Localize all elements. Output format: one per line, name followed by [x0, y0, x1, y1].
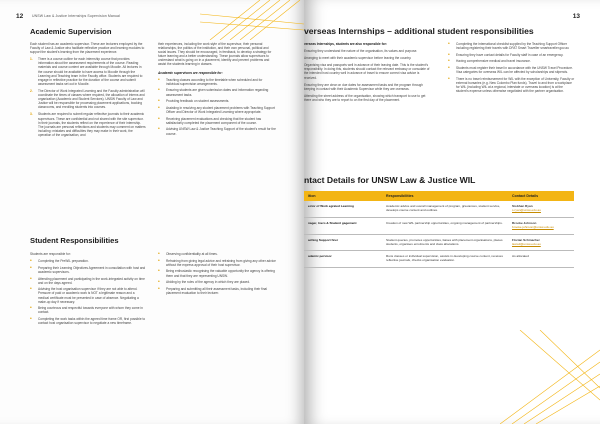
overseas-col-1: [304, 42, 430, 105]
responsibility-cell: Creation of new WIL partnership opportunities, ongoing management of partnerships.: [382, 217, 508, 234]
table-row: [304, 217, 574, 234]
position-cell: ector of Work egrated Learning: [304, 201, 382, 217]
running-header: UNSW Law & Justice Internships Supervision Manual: [32, 14, 120, 18]
list-item: • Ensuring students are given submission dates and information regarding assessment tasks.: [158, 87, 269, 97]
list-item: • Receiving placement evaluations and checking that the student has satisfactorily completed the placement component of the course.: [158, 115, 262, 125]
list-item: • Preparing and submitting all their assessment tasks, including their final placement evaluation to their lecturer.: [158, 285, 267, 296]
contact-cell: Florian Schmacher lawwil@unsw.edu.au: [508, 234, 574, 251]
responsibility-cell: Student queries, promotes opportunities, liaises with placement organisations, places students, organises enrolments and class allocations.: [382, 234, 508, 251]
position-cell: nager, tners & Student gagement: [304, 217, 382, 234]
contact-cell: As allocated: [508, 251, 574, 268]
list-item: • Assisting in resolving any student placement problems with Teaching Support Officer and Director of Work Integrated Learning where appropriate.: [158, 104, 275, 114]
list-item: • Being enthusiastic recognising the valuable opportunity the agency is offering them and that they are representing UNSW.: [158, 268, 275, 278]
overseas-para: Arranging to meet with their academic supervisor before leaving the country.: [304, 56, 412, 61]
list-item: • Completing the work tasks within the agreed time frame OR, first possible to contact host organisation supervisor to negotiate a new timeframe.: [30, 316, 146, 326]
overseas-lead: verseas Internships, students are also responsible for:: [304, 42, 387, 46]
list-item: 3. Students are required to submit regular reflective journals to their academic supervisors. These are confidential and not shared with the site supervisor. In their journals, the students reflect on the experience of their internship. The journals are personal reflections and students may comment on matters including: mistakes and difficulties they may make in their work, the operation of the organisation, and: [30, 112, 146, 137]
email-link[interactable]: s.ryan@unsw.edu.au: [512, 207, 541, 212]
list-item: • Advising the host organisation supervisor if they are not able to attend. Pressure of paid or academic work is NOT a legitimate reason and a medical certificate must be presented in case of absence. Negotiating a make-up day if necessary.: [30, 286, 139, 304]
student-col-2: [158, 252, 276, 298]
contact-cell: Siobhan Ryan s.ryan@unsw.edu.au: [508, 201, 574, 217]
student-responsibilities-heading: Student Responsibilities: [30, 236, 119, 245]
overseas-col-2: [448, 42, 576, 96]
list-item: • Teaching classes according to the timetable when scheduled and for individual supervision arrangements.: [158, 76, 263, 86]
list-item: • There is no travel reimbursement for WIL with the exception of University, Faculty or external bursaries (e.g. New Colombo Plan funds). Travel to and from a workplace for WIL (including WIL at a regional, interstate or overseas location) is at the student's expense unless otherwise negotiated with the partner organisation.: [448, 75, 575, 94]
academic-continued: their experiences, including the work style of the supervisor, their personal relationships, the politics of the institution, and their own personal, political and social issues. They should be encouraged, in feedback, to develop a strategy for future learning and a better understanding. These journals allow supervisors to understand what is going on in a placement, identify and prevent problems and assist the students learning in classes.: [158, 42, 272, 67]
right-page: [304, 0, 600, 424]
academic-col-1: [30, 42, 146, 140]
list-item: • Providing feedback on student assessments.: [158, 98, 230, 105]
list-item: • Attending placement and participating in the work-integrated activity on time and on the days agreed.: [30, 275, 145, 285]
column-header: ition: [304, 191, 382, 201]
student-col-1: [30, 252, 146, 328]
list-item: • Students must register their travel in accordance with the UNSW Travel Procedure. Visa categories for overseas WIL can be affected by scholarships and stipends.: [448, 65, 573, 75]
responsibility-cell: Runs classes or individual supervision, assists in developing course content, receives reflective journals, checks organisation evaluation.: [382, 251, 508, 268]
overseas-para: Ensuring they are clear on due dates for assessment tasks and the program through keeping in contact with their Academic Supervisor while they are overseas.: [304, 82, 423, 91]
academic-responsible-heading: Academic supervisors are responsible for:: [158, 70, 223, 75]
contact-details-heading: ntact Details for UNSW Law & Justice WIL: [304, 175, 476, 185]
student-list-2: [158, 252, 276, 295]
contact-table: [304, 191, 574, 268]
list-item: • Abiding by the rules of the agency in which they are placed.: [158, 279, 250, 286]
column-header: Contact Details: [508, 191, 574, 201]
academic-numbered-list: [30, 57, 146, 137]
list-item: • Completing the international checklist supplied by the Teaching Support Officer including registering their travels with DFAT Smart Traveller smartraveller.gov.au: [448, 41, 569, 51]
list-item: • Refraining from giving legal advice and refraining from giving any other advice without the express approval of their host supervisor.: [158, 257, 276, 267]
academic-intro: Each student has an academic supervisor. These are lecturers employed by the Faculty of Law & Justice who facilitate reflective practice and learning modules to support the student's learning from the placement experience.: [30, 42, 145, 55]
list-item: • Completing the PreWIL preparation.: [30, 258, 89, 265]
student-lead: Students are responsible for:: [30, 252, 71, 256]
overseas-para: Attending the street address of the organisation, showing which transport to use to get there and who they are to report to on the first day of the placement.: [304, 93, 426, 102]
overseas-para: Ensuring they understand the nature of the organisation, its values and purpose.: [304, 49, 418, 54]
list-item: 2. The Director of Work Integrated Learning and the Faculty administration will coordinate the times of classes where required, the allocation of interns and organization (Academic and Student Services). UNSW Faculty of Law and Justice will be responsible for processing placement applications, booking classrooms, and enrolling students into courses.: [30, 88, 145, 110]
position-cell: ademic pervisor: [304, 251, 382, 268]
table-row: [304, 201, 574, 217]
table-row: [304, 234, 574, 251]
list-item: • Observing confidentiality at all times.: [158, 251, 218, 257]
position-cell: aching Support ficer: [304, 234, 382, 251]
contact-cell: Brooke Johnson brooke.johnson@unsw.edu.au: [508, 217, 574, 234]
list-item: • Having comprehensive medical and travel insurance.: [448, 58, 531, 65]
column-header: Responsibilities: [382, 191, 508, 201]
academic-supervision-heading: Academic Supervision: [30, 27, 112, 36]
academic-col-2: [158, 42, 276, 138]
student-list-1: [30, 259, 146, 325]
table-row: [304, 251, 574, 268]
page-number-left: 12: [16, 13, 24, 20]
email-link[interactable]: lawwil@unsw.edu.au: [512, 241, 541, 246]
list-item: • Preparing their Learning Objectives Agreement in consultation with host and academic supervisors.: [30, 264, 146, 274]
overseas-heading: verseas Internships – additional student responsibilities: [304, 26, 534, 36]
list-item: 1. There is a course outline for each internship course that provides information about the assessment requirements of the course. Reading materials and course content are available through Moodle. All lectures in the course should be available to have access to Moodle through the Learning and Teaching team in the Faculty office. Students are required to engage in reflective practice for the duration of the course and submit assessment tasks set out in Moodle.: [30, 57, 143, 86]
page-number-right: 13: [572, 13, 580, 20]
responsibility-cell: Academic advice and overall management of program, grievances, student service, develops course content and outlines.: [382, 201, 508, 217]
decorative-lines-graphic: [200, 0, 304, 40]
academic-responsible-list: [158, 78, 276, 136]
table-header-row: [304, 191, 574, 201]
overseas-list: [448, 42, 576, 93]
list-item: • Being courteous and respectful towards everyone with whom they come in contact.: [30, 305, 143, 315]
decorative-lines-graphic: [500, 330, 600, 424]
contact-table-wrapper: [304, 191, 574, 268]
overseas-para: Organising visa and passports well in advance of their leaving date. This is the student's responsibility. In doing this, students should contact the relevant embassy or consulate of the intended host country well in advance of travel to ensure correct visa advice is received.: [304, 63, 430, 80]
list-item: • Advising UNSW Law & Justice Teaching Support of the student's result for the course.: [158, 126, 276, 136]
list-item: • Ensuring they have contact details for Faculty staff in case of an emergency.: [448, 51, 564, 58]
email-link[interactable]: brooke.johnson@unsw.edu.au: [512, 224, 554, 229]
